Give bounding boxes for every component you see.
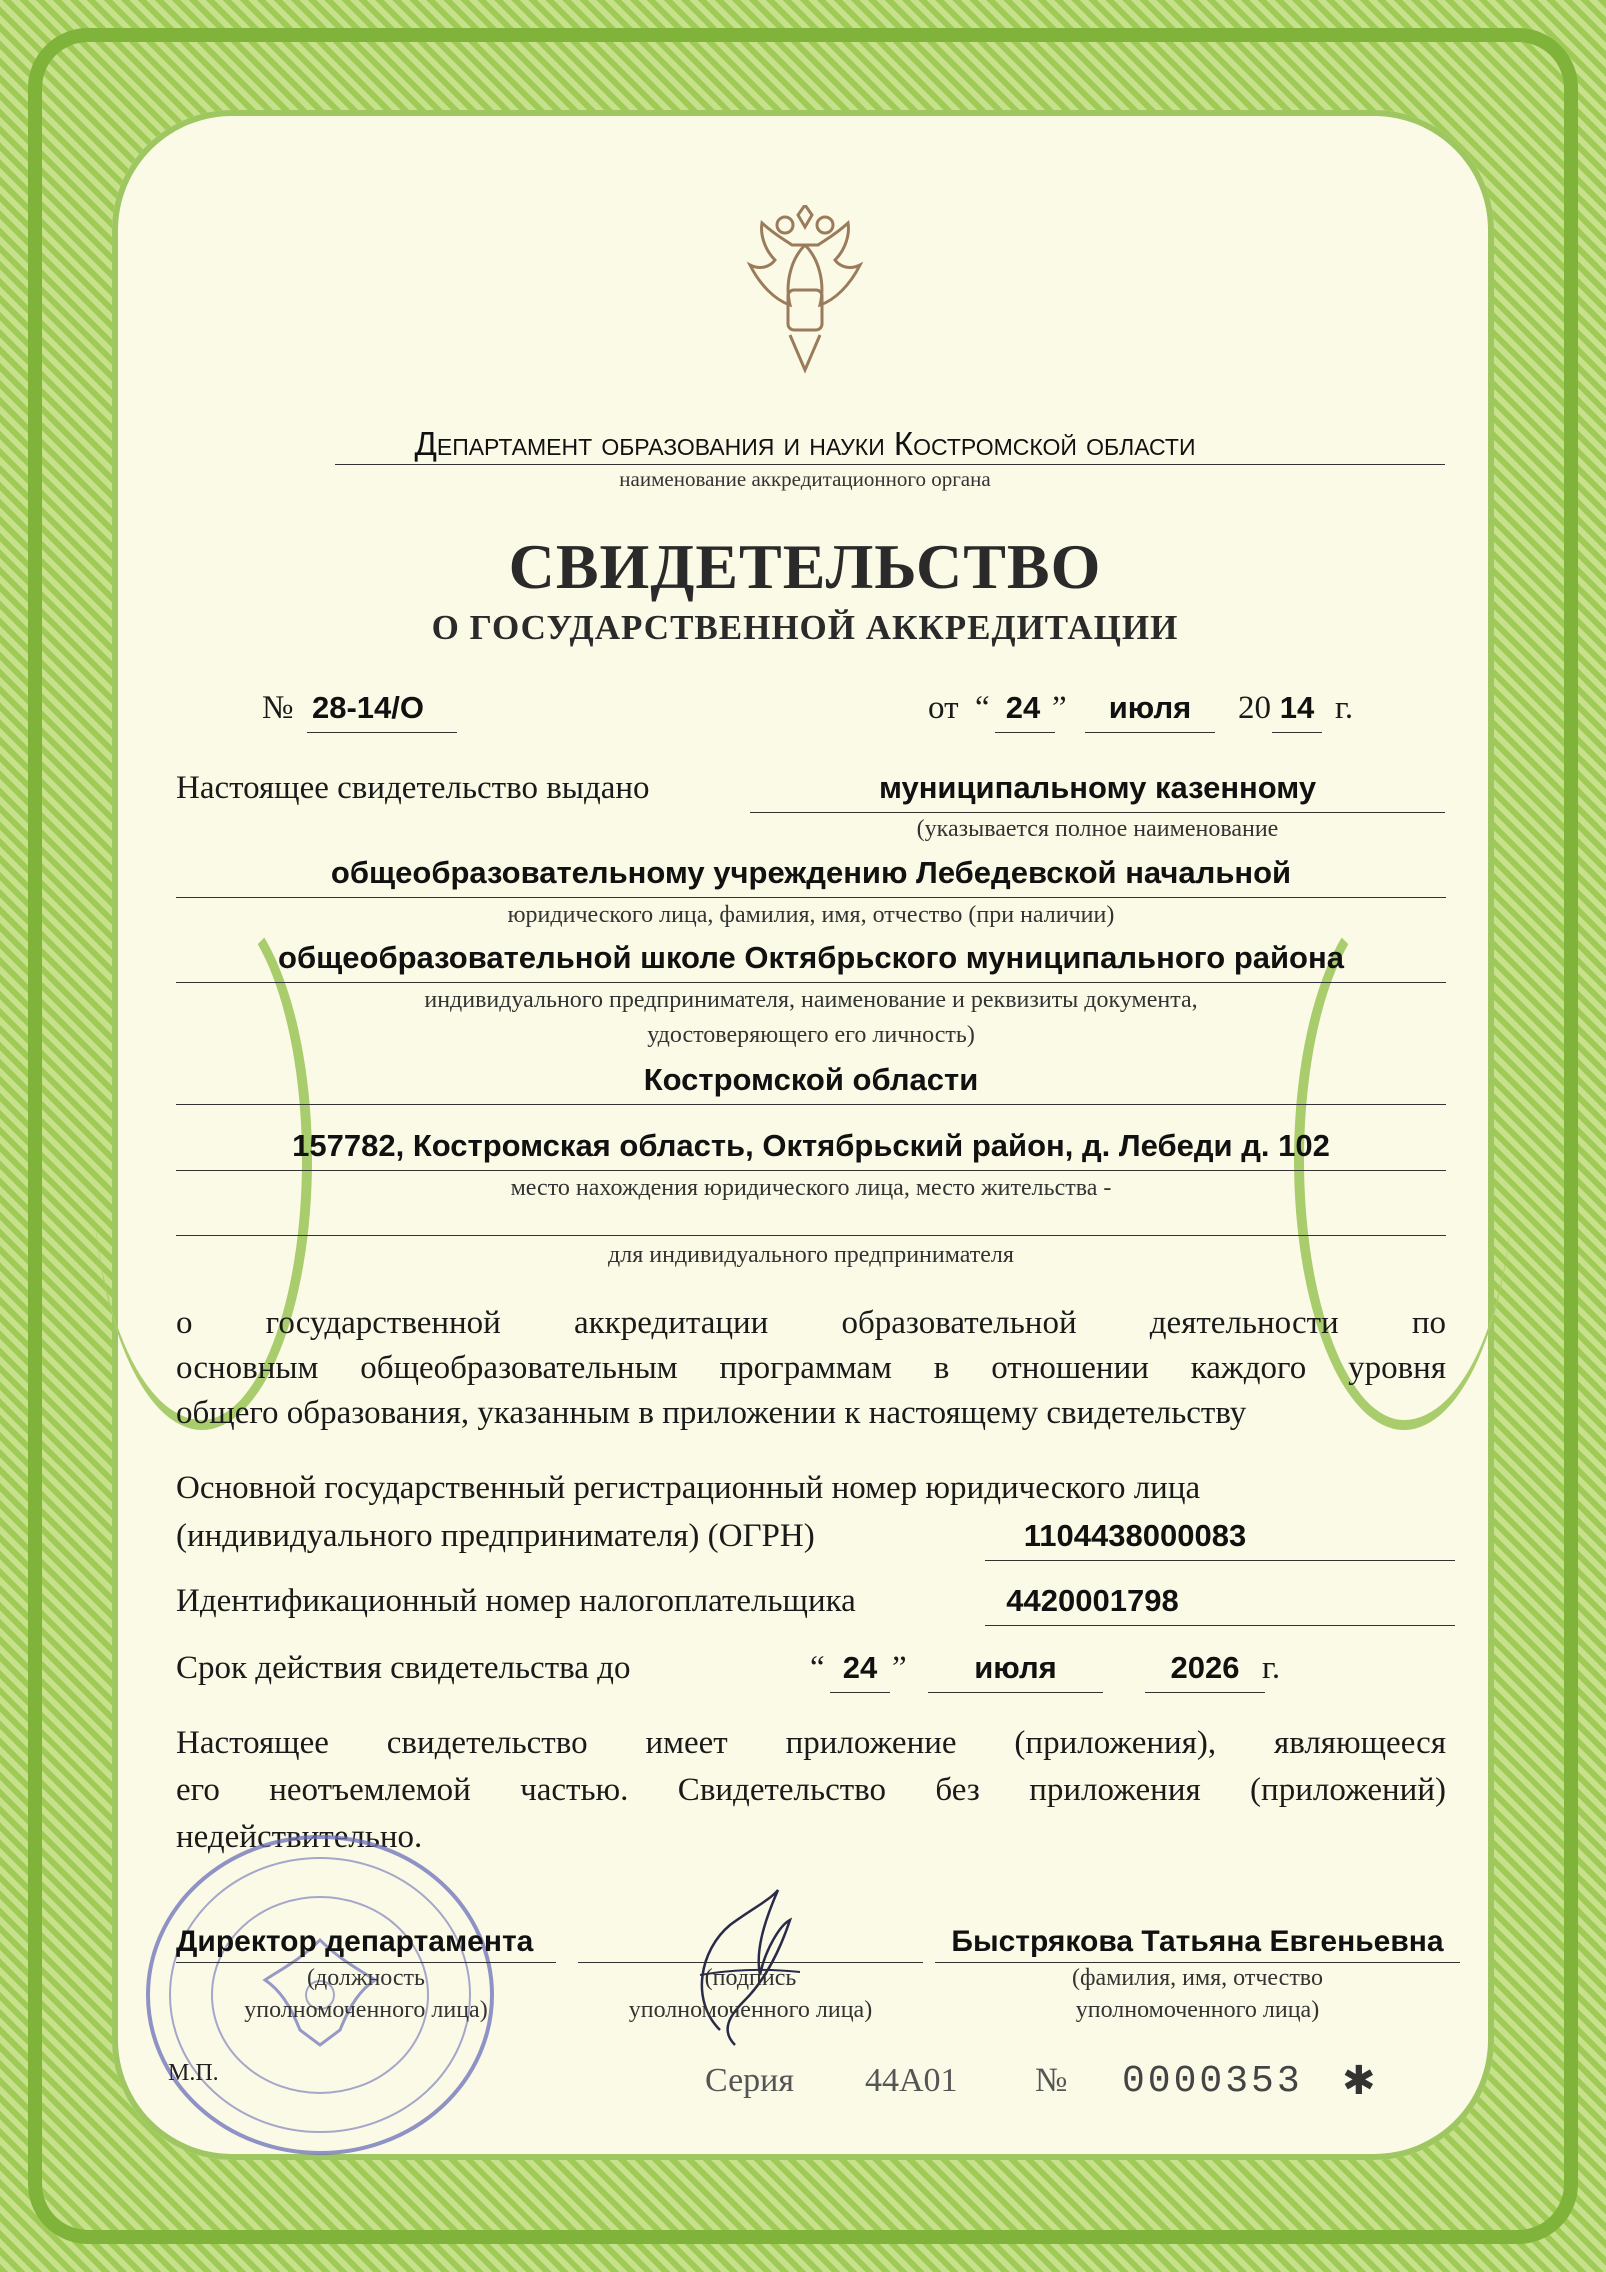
ogrn-value: 1104438000083 [1023, 1518, 1247, 1553]
ogrn-label2: (индивидуального предпринимателя) (ОГРН) [176, 1518, 815, 1554]
issued-to-line3-underline [176, 982, 1446, 983]
issued-to-caption3: индивидуального предпринимателя, наименование и реквизиты документа, [424, 987, 1198, 1013]
signatory-name-underline [935, 1962, 1460, 1963]
validity-close-quote: ” [892, 1650, 907, 1686]
ogrn-label1: Основной государственный регистрационный номер юридического лица [176, 1470, 1201, 1506]
signatory-position: Директор департамента [176, 1925, 534, 1958]
signatory-position-caption2: уполномоченного лица) [244, 1997, 488, 2023]
authority-name: Департамент образования и науки Костромской области [414, 425, 1196, 462]
issued-to-line4: Костромской области [643, 1062, 979, 1097]
issued-to-line2-underline [176, 897, 1446, 898]
issued-to-line2: общеобразовательному учреждению Лебедевской начальной [330, 855, 1292, 890]
signature-caption1: (подпись [704, 1965, 797, 1991]
date-month: июля [1108, 690, 1192, 725]
address-caption2: для индивидуального предпринимателя [608, 1242, 1014, 1268]
number-label: № [262, 690, 294, 726]
date-day: 24 [1005, 690, 1041, 725]
annex-note-line3: недействительно. [176, 1819, 423, 1855]
address-underline [176, 1170, 1446, 1171]
date-close-quote: ” [1052, 690, 1067, 726]
signatory-name: Быстрякова Татьяна Евгеньевна [951, 1925, 1444, 1958]
number-underline [307, 732, 457, 733]
coat-of-arms-icon [730, 205, 880, 380]
issued-to-label: Настоящее свидетельство выдано [176, 770, 650, 806]
signatory-position-underline [176, 1962, 556, 1963]
inn-label: Идентификационный номер налогоплательщика [176, 1583, 856, 1619]
authority-caption: наименование аккредитационного органа [619, 467, 991, 491]
annex-note-line1: Настоящее свидетельство имеет приложение (приложения), являющееся [176, 1725, 1446, 1761]
validity-year: 2026 [1170, 1650, 1240, 1685]
series-number-label: № [1035, 2062, 1068, 2099]
issued-to-caption1: (указывается полное наименование [916, 816, 1279, 842]
document-title: СВИДЕТЕЛЬСТВО [508, 531, 1102, 602]
purpose-line2: основным общеобразовательным программам в отношении каждого уровня [176, 1350, 1446, 1386]
signature-caption2: уполномоченного лица) [628, 1997, 873, 2023]
number-value: 28-14/О [312, 690, 425, 725]
stamp-place-label: М.П. [168, 2060, 219, 2086]
signature-underline [578, 1962, 923, 1963]
date-prefix: от [928, 690, 959, 726]
address-value: 157782, Костромская область, Октябрьский район, д. Лебеди д. 102 [292, 1128, 1330, 1163]
annex-note-line2: его неотъемлемой частью. Свидетельство без приложения (приложений) [176, 1772, 1446, 1808]
purpose-line3: общего образования, указанным в приложении к настоящему свидетельству [176, 1395, 1247, 1431]
date-open-quote: “ [975, 690, 990, 726]
date-year-underline [1272, 732, 1322, 733]
validity-label: Срок действия свидетельства до [176, 1650, 631, 1686]
date-suffix: г. [1335, 690, 1354, 726]
validity-year-underline [1145, 1692, 1265, 1693]
authority-underline [335, 464, 1445, 465]
signatory-name-caption2: уполномоченного лица) [1075, 1997, 1320, 2023]
validity-month: июля [974, 1650, 1057, 1685]
official-stamp [140, 1830, 500, 2160]
validity-day-underline [830, 1692, 890, 1693]
issued-to-line4-underline [176, 1104, 1446, 1105]
date-year-suffix: 14 [1279, 690, 1315, 725]
issued-to-caption2: юридического лица, фамилия, имя, отчество (при наличии) [507, 902, 1115, 928]
signatory-position-caption1: (должность [307, 1965, 425, 1991]
issued-to-caption4: удостоверяющего его личность) [647, 1022, 975, 1048]
series-number: 0000353 [1122, 2060, 1303, 2103]
issued-to-line3: общеобразовательной школе Октябрьского муниципального района [278, 940, 1344, 975]
date-day-underline [995, 732, 1055, 733]
signatory-name-caption1: (фамилия, имя, отчество [1072, 1965, 1323, 1991]
address-caption1: место нахождения юридического лица, место жительства - [510, 1175, 1112, 1201]
date-month-underline [1085, 732, 1215, 733]
validity-month-underline [928, 1692, 1103, 1693]
purpose-line1: о государственной аккредитации образовательной деятельности по [176, 1305, 1446, 1341]
ogrn-underline [985, 1560, 1455, 1561]
address-blank-underline [176, 1235, 1446, 1236]
series-label: Серия [705, 2062, 795, 2099]
validity-suffix: г. [1262, 1650, 1281, 1686]
date-year-prefix: 20 [1238, 690, 1271, 726]
issued-to-line1: муниципальному казенному [878, 770, 1317, 805]
validity-day: 24 [842, 1650, 878, 1685]
document-subtitle: О ГОСУДАРСТВЕННОЙ АККРЕДИТАЦИИ [431, 608, 1179, 647]
series-mark: ✱ [1342, 2059, 1376, 2103]
inn-underline [985, 1625, 1455, 1626]
issued-to-line1-underline [750, 812, 1445, 813]
inn-value: 4420001798 [1006, 1583, 1179, 1618]
validity-open-quote: “ [810, 1650, 825, 1686]
series-value: 44А01 [865, 2062, 958, 2099]
